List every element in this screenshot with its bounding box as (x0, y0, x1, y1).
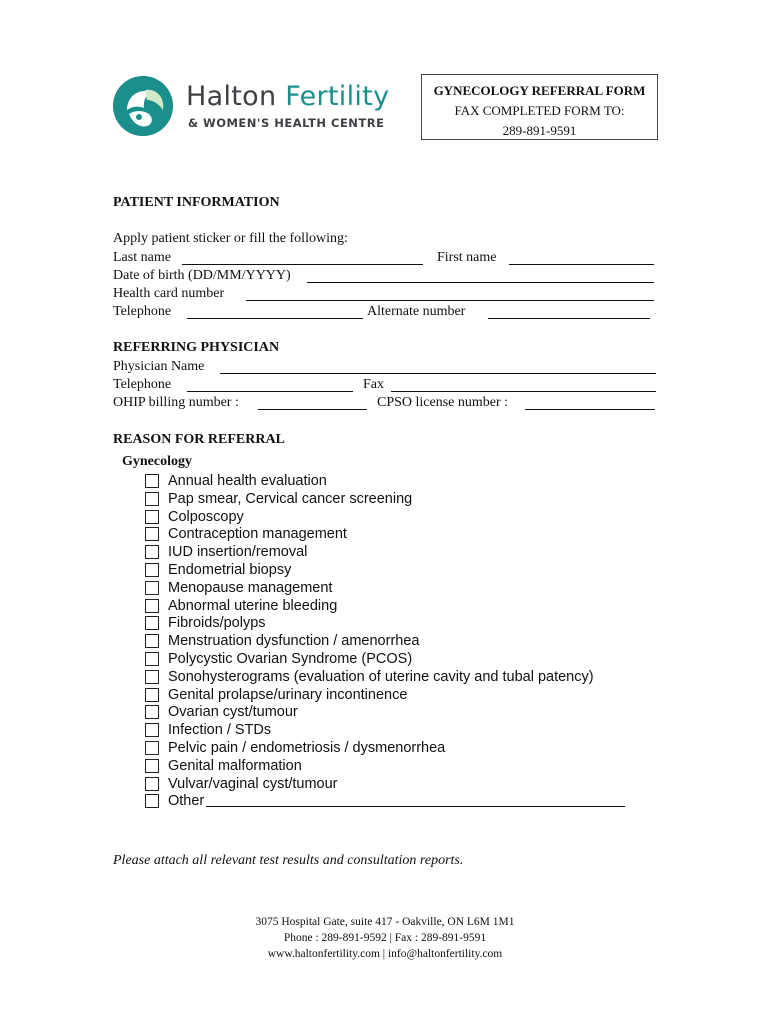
physician-telephone-field[interactable] (187, 391, 353, 392)
checkbox-box[interactable] (145, 545, 159, 559)
checkbox-pap-smear[interactable] (145, 490, 412, 508)
checkbox-label: Sonohysterograms (evaluation of uterine cavity and tubal patency) (168, 669, 594, 685)
checkbox-box[interactable] (145, 688, 159, 702)
footer-phone: Phone : 289-891-9592 | Fax : 289-891-9591 (283, 932, 487, 944)
checkbox-box[interactable] (145, 777, 159, 791)
checkbox-label: Annual health evaluation (168, 473, 327, 489)
checkbox-box[interactable] (145, 581, 159, 595)
checkbox-pelvic-pain[interactable] (145, 739, 445, 757)
patient-section-heading: PATIENT INFORMATION (113, 195, 280, 210)
cpso-label: CPSO license number : (377, 395, 509, 410)
patient-telephone-field[interactable] (187, 318, 363, 319)
checkbox-prolapse[interactable] (145, 686, 407, 704)
checkbox-other[interactable] (145, 792, 204, 810)
physician-name-label: Physician Name (113, 359, 205, 374)
checkbox-label: Polycystic Ovarian Syndrome (PCOS) (168, 651, 413, 667)
checkbox-label: IUD insertion/removal (168, 544, 308, 560)
physician-telephone-label: Telephone (113, 377, 172, 392)
ohip-label: OHIP billing number : (113, 395, 239, 410)
checkbox-annual-health[interactable] (145, 472, 327, 490)
fax-instruction: FAX COMPLETED FORM TO: (454, 103, 625, 118)
dob-label: Date of birth (DD/MM/YYYY) (113, 268, 291, 283)
checkbox-menstruation[interactable] (145, 632, 419, 650)
checkbox-box[interactable] (145, 474, 159, 488)
checkbox-iud[interactable] (145, 543, 307, 561)
health-card-field[interactable] (246, 300, 654, 301)
checkbox-box[interactable] (145, 741, 159, 755)
physician-name-field[interactable] (220, 373, 656, 374)
checkbox-label: Endometrial biopsy (168, 562, 292, 578)
fax-number: 289-891-9591 (502, 123, 577, 138)
checkbox-box[interactable] (145, 759, 159, 773)
checkbox-box[interactable] (145, 794, 159, 808)
checkbox-box[interactable] (145, 510, 159, 524)
checkbox-label: Other (168, 793, 205, 809)
checkbox-label: Pelvic pain / endometriosis / dysmenorrhea (168, 740, 446, 756)
ohip-field[interactable] (258, 409, 367, 410)
checkbox-infection[interactable] (145, 721, 271, 739)
physician-section-heading: REFERRING PHYSICIAN (113, 340, 280, 355)
logo-subtitle: & WOMEN'S HEALTH CENTRE (188, 116, 385, 130)
patient-telephone-label: Telephone (113, 304, 172, 319)
health-card-label: Health card number (113, 286, 225, 301)
checkbox-box[interactable] (145, 527, 159, 541)
checkbox-pcos[interactable] (145, 650, 412, 668)
patient-instruction: Apply patient sticker or fill the following: (113, 231, 348, 246)
checkbox-label: Vulvar/vaginal cyst/tumour (168, 776, 338, 792)
checkbox-colposcopy[interactable] (145, 508, 244, 526)
checkbox-ovarian-cyst[interactable] (145, 703, 298, 721)
fax-instructions-box (421, 74, 658, 140)
checkbox-box[interactable] (145, 670, 159, 684)
last-name-field[interactable] (182, 264, 423, 265)
form-title: GYNECOLOGY REFERRAL FORM (433, 83, 646, 98)
checkbox-label: Infection / STDs (168, 722, 272, 738)
other-reason-field[interactable] (206, 806, 625, 807)
checkbox-label: Menopause management (168, 580, 333, 596)
physician-fax-field[interactable] (391, 391, 656, 392)
checkbox-box[interactable] (145, 634, 159, 648)
checkbox-genital-malformation[interactable] (145, 757, 302, 775)
checkbox-box[interactable] (145, 563, 159, 577)
first-name-field[interactable] (509, 264, 654, 265)
logo-name-part2: Fertility (285, 81, 390, 112)
last-name-label: Last name (113, 250, 171, 265)
checkbox-label: Pap smear, Cervical cancer screening (168, 491, 413, 507)
checkbox-label: Ovarian cyst/tumour (168, 704, 298, 720)
reason-section-heading: REASON FOR REFERRAL (113, 432, 285, 447)
clinic-logo-icon (113, 76, 173, 136)
logo-name-part1: Halton (186, 81, 286, 112)
checkbox-box[interactable] (145, 616, 159, 630)
checkbox-label: Menstruation dysfunction / amenorrhea (168, 633, 420, 649)
checkbox-fibroids[interactable] (145, 614, 266, 632)
cpso-field[interactable] (525, 409, 655, 410)
checkbox-label: Genital prolapse/urinary incontinence (168, 687, 408, 703)
checkbox-box[interactable] (145, 599, 159, 613)
checkbox-box[interactable] (145, 705, 159, 719)
checkbox-box[interactable] (145, 652, 159, 666)
physician-fax-label: Fax (363, 377, 384, 392)
footer-web: www.haltonfertility.com | info@haltonfertility.com (267, 948, 503, 960)
alternate-number-label: Alternate number (367, 304, 466, 319)
checkbox-label: Genital malformation (168, 758, 302, 774)
checkbox-vulvar-cyst[interactable] (145, 775, 338, 793)
footer-address: 3075 Hospital Gate, suite 417 - Oakville, ON L6M 1M1 (255, 916, 515, 928)
checkbox-label: Abnormal uterine bleeding (168, 598, 338, 614)
checkbox-contraception[interactable] (145, 525, 347, 543)
checkbox-box[interactable] (145, 492, 159, 506)
checkbox-sonohysterograms[interactable] (145, 668, 594, 686)
checkbox-menopause[interactable] (145, 579, 332, 597)
checkbox-box[interactable] (145, 723, 159, 737)
attachment-note: Please attach all relevant test results and consultation reports. (113, 853, 464, 868)
checkbox-label: Contraception management (168, 526, 347, 542)
dob-field[interactable] (307, 282, 654, 283)
gynecology-subheading: Gynecology (122, 454, 192, 469)
checkbox-endometrial-biopsy[interactable] (145, 561, 291, 579)
checkbox-abnormal-bleeding[interactable] (145, 597, 337, 615)
checkbox-label: Colposcopy (168, 509, 244, 525)
checkbox-label: Fibroids/polyps (168, 615, 266, 631)
alternate-number-field[interactable] (488, 318, 650, 319)
clinic-logo-wordmark (186, 81, 389, 112)
first-name-label: First name (437, 250, 497, 265)
